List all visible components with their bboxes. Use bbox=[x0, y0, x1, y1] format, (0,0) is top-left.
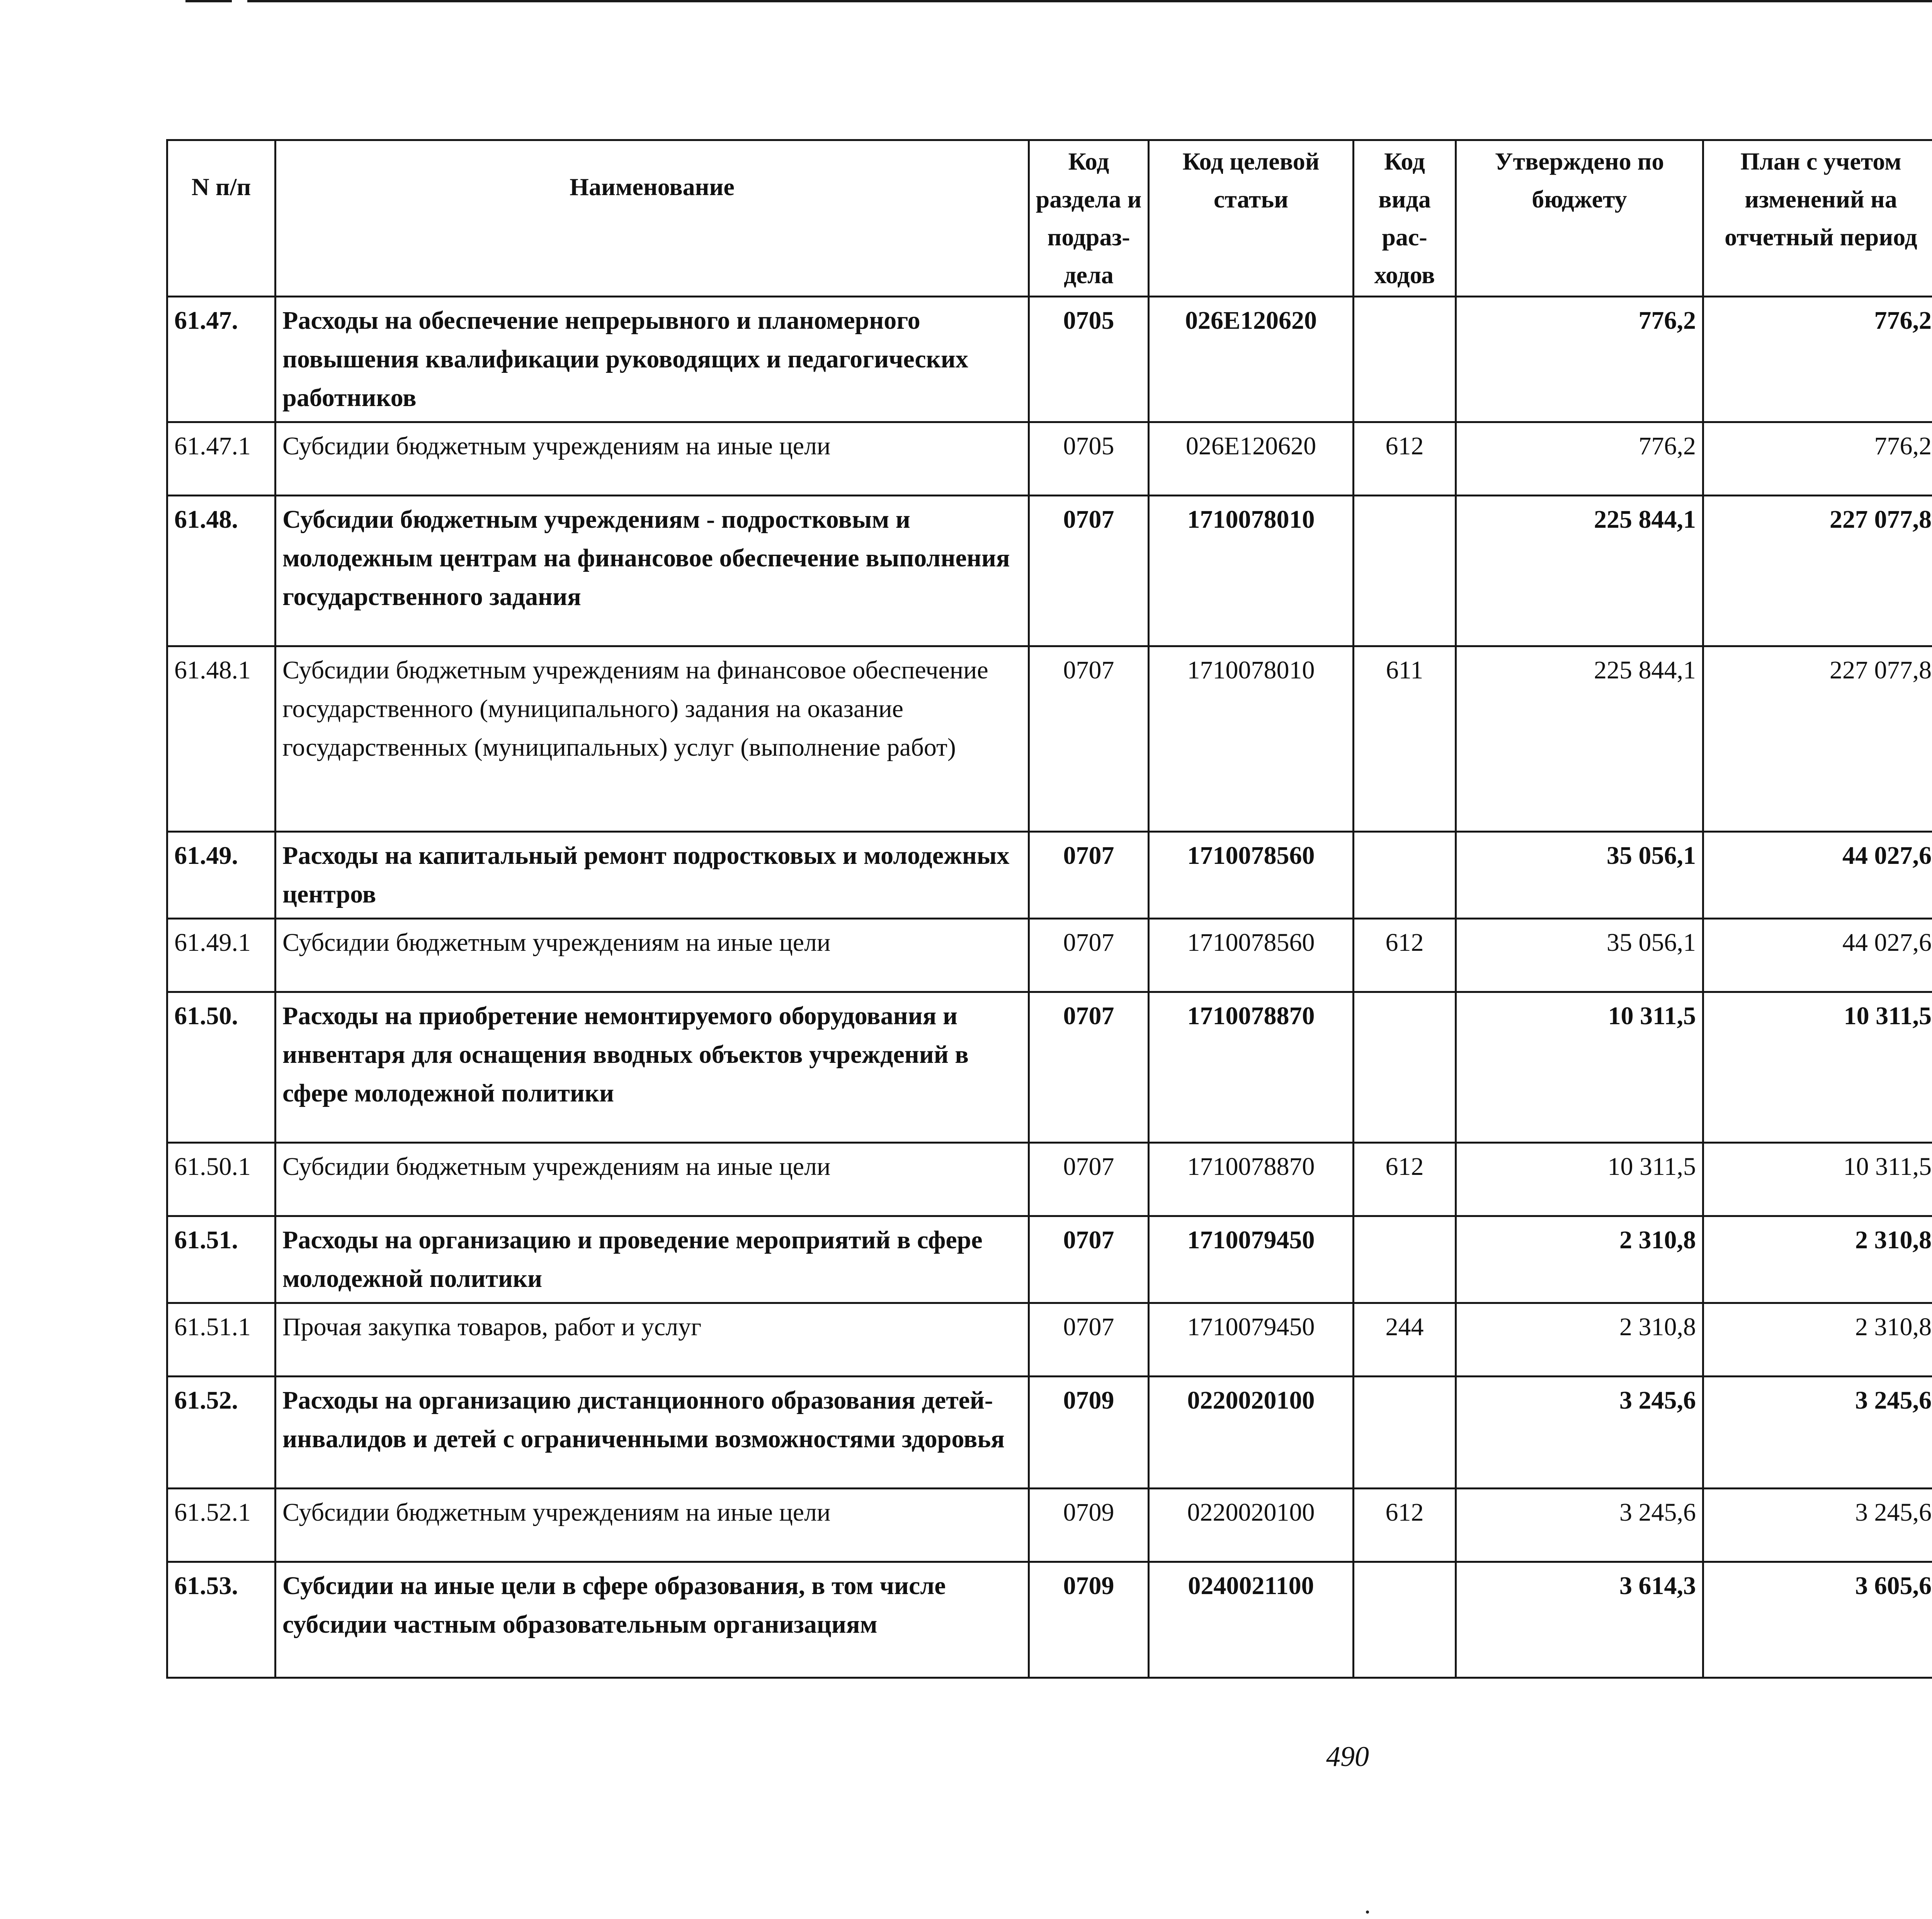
row-target-code: 1710078010 bbox=[1149, 496, 1354, 646]
row-expense-code bbox=[1354, 496, 1456, 646]
row-name: Субсидии бюджетным учреждениям на иные цели bbox=[276, 1143, 1029, 1216]
row-section-code: 0707 bbox=[1029, 1216, 1149, 1303]
row-expense-code: 244 bbox=[1354, 1303, 1456, 1377]
budget-sheet bbox=[166, 139, 1932, 1679]
row-name: Субсидии бюджетным учреждениям - подростковым и молодежным центрам на финансовое обеспечение выполнения государственного задания bbox=[276, 496, 1029, 646]
table-body bbox=[167, 297, 1932, 1678]
row-target-code: 1710078870 bbox=[1149, 1143, 1354, 1216]
table-row bbox=[167, 1377, 1932, 1489]
table-row bbox=[167, 422, 1932, 496]
row-plan: 776,2 bbox=[1703, 297, 1932, 422]
row-approved: 3 614,3 bbox=[1456, 1562, 1703, 1678]
header-approved: Утверждено по бюджету bbox=[1456, 140, 1703, 297]
row-plan: 10 311,5 bbox=[1703, 992, 1932, 1143]
row-expense-code bbox=[1354, 1377, 1456, 1489]
row-target-code: 1710078010 bbox=[1149, 646, 1354, 832]
row-target-code: 026E120620 bbox=[1149, 297, 1354, 422]
row-section-code: 0707 bbox=[1029, 646, 1149, 832]
row-plan: 44 027,6 bbox=[1703, 832, 1932, 919]
table-row bbox=[167, 1216, 1932, 1303]
table-row bbox=[167, 1562, 1932, 1678]
row-number: 61.49. bbox=[167, 832, 276, 919]
top-rule-fragment-left bbox=[185, 0, 232, 2]
table-row bbox=[167, 496, 1932, 646]
table-row bbox=[167, 646, 1932, 832]
header-section-code: Код раздела и подраз- дела bbox=[1029, 140, 1149, 297]
row-number: 61.50. bbox=[167, 992, 276, 1143]
row-approved: 10 311,5 bbox=[1456, 992, 1703, 1143]
header-name: Наименование bbox=[276, 140, 1029, 297]
scan-speck bbox=[1366, 1911, 1369, 1914]
row-expense-code bbox=[1354, 1216, 1456, 1303]
table-row bbox=[167, 992, 1932, 1143]
row-expense-code: 612 bbox=[1354, 1489, 1456, 1562]
header-target-code: Код целевой статьи bbox=[1149, 140, 1354, 297]
row-name: Субсидии бюджетным учреждениям на иные цели bbox=[276, 1489, 1029, 1562]
row-plan: 227 077,8 bbox=[1703, 646, 1932, 832]
row-approved: 225 844,1 bbox=[1456, 646, 1703, 832]
row-section-code: 0707 bbox=[1029, 832, 1149, 919]
row-number: 61.50.1 bbox=[167, 1143, 276, 1216]
budget-table bbox=[166, 139, 1932, 1679]
row-name: Субсидии бюджетным учреждениям на иные цели bbox=[276, 422, 1029, 496]
top-rule bbox=[247, 0, 1932, 2]
row-plan: 3 245,6 bbox=[1703, 1377, 1932, 1489]
row-approved: 776,2 bbox=[1456, 422, 1703, 496]
row-name: Прочая закупка товаров, работ и услуг bbox=[276, 1303, 1029, 1377]
table-row bbox=[167, 1143, 1932, 1216]
row-name: Субсидии бюджетным учреждениям на иные цели bbox=[276, 919, 1029, 992]
row-name: Расходы на приобретение немонтируемого оборудования и инвентаря для оснащения вводных объектов учреждений в сфере молодежной политики bbox=[276, 992, 1029, 1143]
row-approved: 225 844,1 bbox=[1456, 496, 1703, 646]
row-section-code: 0705 bbox=[1029, 422, 1149, 496]
row-name: Расходы на капитальный ремонт подростковых и молодежных центров bbox=[276, 832, 1029, 919]
row-name: Расходы на организацию и проведение мероприятий в сфере молодежной политики bbox=[276, 1216, 1029, 1303]
row-section-code: 0707 bbox=[1029, 1303, 1149, 1377]
row-plan: 2 310,8 bbox=[1703, 1216, 1932, 1303]
row-section-code: 0709 bbox=[1029, 1377, 1149, 1489]
row-name: Субсидии бюджетным учреждениям на финансовое обеспечение государственного (муниципального) задания на оказание государственных (муниципальных) услуг (выполнение работ) bbox=[276, 646, 1029, 832]
header-num: N п/п bbox=[167, 140, 276, 297]
row-approved: 776,2 bbox=[1456, 297, 1703, 422]
header-plan: План с учетом изменений на отчетный период bbox=[1703, 140, 1932, 297]
row-expense-code: 612 bbox=[1354, 919, 1456, 992]
row-target-code: 1710078560 bbox=[1149, 919, 1354, 992]
row-plan: 44 027,6 bbox=[1703, 919, 1932, 992]
row-number: 61.47.1 bbox=[167, 422, 276, 496]
row-plan: 2 310,8 bbox=[1703, 1303, 1932, 1377]
row-name: Расходы на обеспечение непрерывного и планомерного повышения квалификации руководящих и педагогических работников bbox=[276, 297, 1029, 422]
table-row bbox=[167, 919, 1932, 992]
row-section-code: 0707 bbox=[1029, 496, 1149, 646]
row-target-code: 0220020100 bbox=[1149, 1377, 1354, 1489]
row-number: 61.51. bbox=[167, 1216, 276, 1303]
table-row bbox=[167, 832, 1932, 919]
row-section-code: 0709 bbox=[1029, 1562, 1149, 1678]
row-number: 61.48. bbox=[167, 496, 276, 646]
row-number: 61.52.1 bbox=[167, 1489, 276, 1562]
row-expense-code bbox=[1354, 832, 1456, 919]
row-target-code: 0240021100 bbox=[1149, 1562, 1354, 1678]
row-target-code: 026E120620 bbox=[1149, 422, 1354, 496]
row-target-code: 1710078870 bbox=[1149, 992, 1354, 1143]
table-row bbox=[167, 1303, 1932, 1377]
row-expense-code: 612 bbox=[1354, 1143, 1456, 1216]
page-number: 490 bbox=[1326, 1741, 1369, 1773]
row-section-code: 0705 bbox=[1029, 297, 1149, 422]
row-approved: 35 056,1 bbox=[1456, 832, 1703, 919]
row-number: 61.47. bbox=[167, 297, 276, 422]
row-expense-code bbox=[1354, 992, 1456, 1143]
row-number: 61.49.1 bbox=[167, 919, 276, 992]
row-number: 61.48.1 bbox=[167, 646, 276, 832]
row-section-code: 0707 bbox=[1029, 992, 1149, 1143]
row-number: 61.51.1 bbox=[167, 1303, 276, 1377]
row-expense-code bbox=[1354, 297, 1456, 422]
table-row bbox=[167, 297, 1932, 422]
row-plan: 3 605,6 bbox=[1703, 1562, 1932, 1678]
row-approved: 10 311,5 bbox=[1456, 1143, 1703, 1216]
row-approved: 3 245,6 bbox=[1456, 1489, 1703, 1562]
row-target-code: 1710078560 bbox=[1149, 832, 1354, 919]
row-expense-code: 612 bbox=[1354, 422, 1456, 496]
row-plan: 227 077,8 bbox=[1703, 496, 1932, 646]
row-name: Субсидии на иные цели в сфере образования, в том числе субсидии частным образовательным организациям bbox=[276, 1562, 1029, 1678]
row-target-code: 1710079450 bbox=[1149, 1216, 1354, 1303]
row-section-code: 0709 bbox=[1029, 1489, 1149, 1562]
row-name: Расходы на организацию дистанционного образования детей-инвалидов и детей с ограниченными возможностями здоровья bbox=[276, 1377, 1029, 1489]
row-section-code: 0707 bbox=[1029, 919, 1149, 992]
row-plan: 3 245,6 bbox=[1703, 1489, 1932, 1562]
row-target-code: 0220020100 bbox=[1149, 1489, 1354, 1562]
row-number: 61.53. bbox=[167, 1562, 276, 1678]
row-plan: 776,2 bbox=[1703, 422, 1932, 496]
row-number: 61.52. bbox=[167, 1377, 276, 1489]
row-section-code: 0707 bbox=[1029, 1143, 1149, 1216]
row-target-code: 1710079450 bbox=[1149, 1303, 1354, 1377]
table-header-row bbox=[167, 140, 1932, 176]
row-approved: 3 245,6 bbox=[1456, 1377, 1703, 1489]
row-expense-code: 611 bbox=[1354, 646, 1456, 832]
header-expense-code: Код вида рас- ходов bbox=[1354, 140, 1456, 297]
row-approved: 2 310,8 bbox=[1456, 1216, 1703, 1303]
row-approved: 35 056,1 bbox=[1456, 919, 1703, 992]
table-row bbox=[167, 1489, 1932, 1562]
row-expense-code bbox=[1354, 1562, 1456, 1678]
row-approved: 2 310,8 bbox=[1456, 1303, 1703, 1377]
row-plan: 10 311,5 bbox=[1703, 1143, 1932, 1216]
